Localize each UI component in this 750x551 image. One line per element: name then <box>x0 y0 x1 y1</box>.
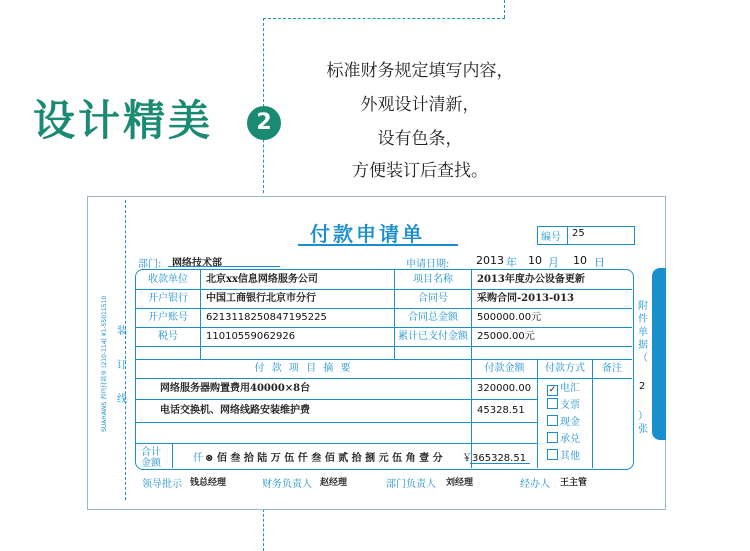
item-amount: 320000.00 <box>477 383 532 394</box>
month-label: 月 <box>548 256 559 269</box>
dept-underline <box>168 266 280 267</box>
label-paid-total: 累计已支付金额 <box>398 331 468 342</box>
header-summary: 付 款 项 目 摘 要 <box>254 363 353 374</box>
label-contract-total: 合同总金额 <box>408 312 458 323</box>
label-tax-id: 税号 <box>158 331 178 342</box>
label-project: 项目名称 <box>413 274 453 285</box>
method-label: 承兑 <box>560 434 580 445</box>
slogan-line-3: 设有色条， <box>377 129 463 149</box>
date-day: 10 <box>573 254 587 267</box>
attachment-char: 张 <box>638 424 648 435</box>
date-label: 申请日期: <box>406 259 450 270</box>
label-account: 开户账号 <box>148 312 188 323</box>
guide-line-horizontal <box>263 18 505 19</box>
label-contract: 合同号 <box>418 293 448 304</box>
attachment-char: 附 <box>638 301 648 312</box>
signature-label: 领导批示 <box>142 479 182 490</box>
binding-char: 装 <box>117 326 127 337</box>
grid-row-line <box>135 346 632 347</box>
method-option[interactable] <box>547 431 580 449</box>
grid-col-line <box>471 269 472 359</box>
grid-col-line <box>172 443 173 468</box>
number-divider <box>567 227 568 244</box>
guide-line-bottom <box>263 509 264 551</box>
number-box <box>537 226 635 245</box>
number-label: 编号 <box>541 232 561 243</box>
checkbox-icon <box>547 432 558 443</box>
binding-line <box>125 200 126 500</box>
method-label: 其他 <box>560 451 580 462</box>
value-paid-total: 25000.00元 <box>477 331 535 342</box>
total-label-1: 合计 <box>141 447 161 458</box>
value-account: 6213118250847195225 <box>206 312 327 323</box>
header-amount: 付款金额 <box>484 363 525 374</box>
attachment-label <box>637 300 649 365</box>
attachment-suffix <box>637 410 649 436</box>
item-description: 网络服务器购置费用40000×8台 <box>160 383 311 394</box>
value-tax-id: 11010559062926 <box>206 331 296 342</box>
color-strip-tab <box>652 268 666 440</box>
method-option[interactable] <box>547 448 580 466</box>
method-label: 现金 <box>560 417 580 428</box>
attachment-char: （ <box>638 353 648 364</box>
signature-label: 经办人 <box>520 479 550 490</box>
signature-value: 赵经理 <box>320 478 348 488</box>
grid-row-line <box>135 422 537 423</box>
method-option[interactable] <box>547 380 580 398</box>
signature-value: 钱总经理 <box>190 478 227 488</box>
checkbox-icon <box>547 415 558 426</box>
side-code: SUAHAWS 西玛付款单 (210-114) ¥1-55011510 <box>101 295 108 432</box>
attachment-char: ） <box>638 411 648 422</box>
number-value: 25 <box>572 228 585 239</box>
dept-value: 网络技术部 <box>172 258 222 269</box>
grid-col-line <box>200 269 201 359</box>
value-project: 2013年度办公设备更新 <box>477 274 585 285</box>
value-payee: 北京xx信息网络服务公司 <box>206 274 318 285</box>
guide-line-top <box>504 0 505 18</box>
attachment-char: 据 <box>638 340 648 351</box>
item-amount: 45328.51 <box>477 405 525 416</box>
checkbox-icon <box>547 449 558 460</box>
attachment-count: 2 <box>639 381 646 392</box>
total-amount-underline <box>470 463 530 464</box>
slogan-line-1: 标准财务规定填写内容， <box>326 61 514 81</box>
value-contract-total: 500000.00元 <box>477 312 542 323</box>
slogan-line-2: 外观设计清新， <box>360 95 480 115</box>
total-words: ⊗ 佰 叁 拾 陆 万 伍 仟 叁 佰 贰 拾 捌 元 伍 角 壹 分 <box>205 453 443 464</box>
signature-value: 王主管 <box>560 478 588 488</box>
step-number-badge: 2 <box>247 106 281 140</box>
signature-label: 财务负责人 <box>262 479 312 490</box>
binding-char: 线 <box>117 394 127 405</box>
checkbox-icon <box>547 398 558 409</box>
slogan-line-4: 方便装订后查找。 <box>352 161 488 181</box>
value-contract: 采购合同-2013-013 <box>477 293 575 304</box>
dept-label: 部门: <box>138 259 162 270</box>
form-title-underline <box>298 244 458 246</box>
label-bank: 开户银行 <box>148 293 188 304</box>
header-note: 备注 <box>602 363 622 374</box>
method-label: 支票 <box>560 400 580 411</box>
grid-row-line <box>135 378 632 379</box>
grid-row-line <box>135 399 537 400</box>
binding-char: 订 <box>117 360 127 371</box>
method-label: 电汇 <box>560 383 580 394</box>
attachment-char: 单 <box>638 327 648 338</box>
headline-title: 设计精美 <box>33 96 214 145</box>
total-amount: ￥365328.51 <box>462 453 527 464</box>
day-label: 日 <box>594 256 605 269</box>
grid-row-line <box>135 443 537 444</box>
value-bank: 中国工商银行北京市分行 <box>206 293 316 304</box>
header-method: 付款方式 <box>545 363 585 374</box>
method-option[interactable] <box>547 397 580 415</box>
form-title: 付款申请单 <box>310 222 425 246</box>
year-label: 年 <box>506 256 517 269</box>
label-payee: 收款单位 <box>148 274 188 285</box>
method-option[interactable] <box>547 414 580 432</box>
signature-label: 部门负责人 <box>386 479 436 490</box>
total-label-2: 金额 <box>141 458 161 469</box>
item-description: 电话交换机、网络线路安装维护费 <box>160 405 310 416</box>
date-year: 2013 <box>476 254 504 267</box>
date-month: 10 <box>528 254 542 267</box>
signature-value: 刘经理 <box>446 478 474 488</box>
total-prefix: 仟 <box>193 453 203 464</box>
attachment-char: 件 <box>638 314 648 325</box>
checkbox-icon: ✓ <box>548 385 557 395</box>
